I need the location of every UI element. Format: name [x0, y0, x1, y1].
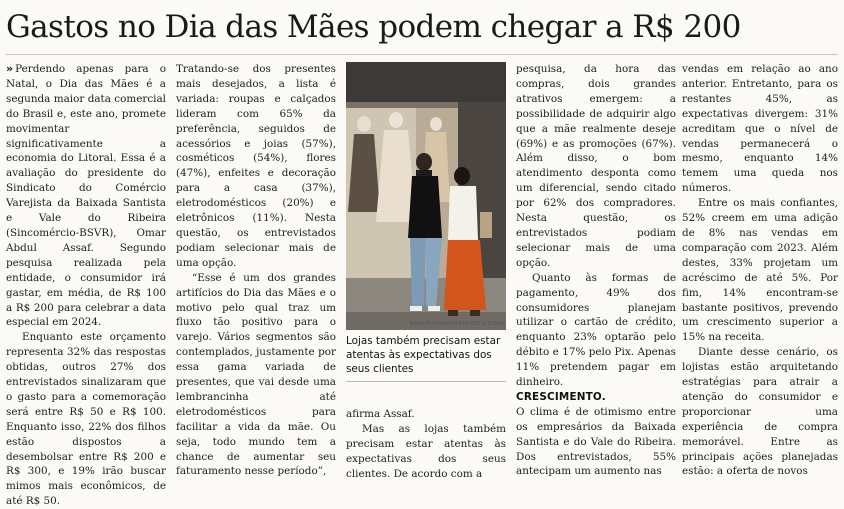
caption-divider — [346, 381, 506, 382]
paragraph-7: O clima é de otimismo entre os empresários da Baixada Santista e do Vale do Ribeira. Dos entrevistados, 55% antecipam um aumento nas — [516, 405, 676, 478]
paragraph-2: Enquanto este orçamento representa 32% das respostas obtidas, outros 27% dos entrevistados sinalizaram que o gasto para a comemoração será entre R$ 50 e R$ 100. Enquanto isso, 22% dos filhos estão dispostos a desembolsar entre R$ 200 e R$ 300, e 19% irão buscar mimos mais econômicos, de até R$ 50. — [6, 331, 166, 508]
paragraph-9: Diante desse cenário, os lojistas estão arquitetando estratégias para atrair a atenção do consumidor e proporcionar uma experiência de compra memorável. Entre as principais ações planejadas estão: a oferta de novos — [682, 346, 838, 478]
paragraph-8: Entre os mais confiantes, 52% creem em uma adição de 8% nas vendas em comparação com 2023. Além destes, 33% projetam um acréscimo de até 5%. Por fim, 14% encontram-se bastante positivos, prevendo um crescimento superior a 15% na receita. — [682, 197, 838, 344]
article-column-2 — [176, 62, 336, 484]
headline-divider — [6, 54, 838, 55]
shoppers-photo-image — [346, 62, 506, 330]
article-photo — [346, 62, 506, 330]
lead-marker-icon: » — [6, 62, 12, 75]
section-heading — [516, 390, 676, 405]
paragraph-4: “Esse é um dos grandes artifícios do Dia das Mães e o motivo pelo qual traz um fluxo tão positivo para o varejo. Vários segmentos são contemplados, justamente por essa gama variada de presentes, que vai desde uma lembrancinha até eletrodomésticos para facilitar a vida da mãe. Ou seja, todo mundo tem a chance de aumentar seu faturamento nesse período”, — [176, 271, 336, 478]
headline: Gastos no Dia das Mães podem chegar a R$ 200 — [6, 9, 741, 45]
paragraph-7: vendas em relação ao ano anterior. Entretanto, para os restantes 45%, as expectativas divergem: 31% acreditam que o nível de vendas permanecerá o mesmo, enquanto 14% temem uma queda nos números. — [682, 63, 838, 195]
paragraph-1: Perdendo apenas para o Natal, o Dia das Mães é a segunda maior data comercial do Brasil e, este ano, promete movimentar significativamente a economia do Litoral. Essa é a avaliação do presidente do Sindicato do Comércio Varejista da Baixada Santista e Vale do Ribeira (Sincomércio-BSVR), Omar Abdul Assaf. Segundo pesquisa realizada pela entidade, o consumidor irá gastar, em média, de R$ 100 a R$ 200 para celebrar a data especial em 2024. — [6, 63, 166, 329]
photo-credit: NAIR BUENO/DIÁRIO DO LITORAL — [409, 321, 506, 327]
paragraph-5: pesquisa, da hora das compras, dois grandes atrativos emergem: a possibilidade de adquirir algo que a mãe realmente deseje (69%) e as promoções (67%). Além disso, o bom atendimento desponta como um diferencial, sendo citado por 62% dos compradores. Nesta questão, os entrevistados podiam selecionar mais de uma opção. — [516, 63, 676, 269]
paragraph-4: afirma Assaf. — [346, 408, 415, 420]
article-column-5 — [682, 62, 838, 484]
section-heading-label: CRESCIMENTO. — [516, 390, 606, 403]
lead-paragraph — [6, 62, 166, 330]
article-column-1 — [6, 62, 166, 508]
photo-caption: Lojas também precisam estar atentas às expectativas dos seus clientes — [346, 335, 501, 375]
article-column-3 — [346, 407, 506, 484]
paragraph-5: Mas as lojas também precisam estar atentas às expectativas dos seus clientes. De acordo com a — [346, 422, 506, 480]
article-column-4 — [516, 62, 676, 484]
paragraph-6: Quanto às formas de pagamento, 49% dos consumidores planejam utilizar o cartão de crédito, enquanto 23% optarão pelo débito e 17% pelo Pix. Apenas 11% pretendem pagar em dinheiro. — [516, 271, 676, 389]
paragraph-3: Tratando-se dos presentes mais desejados, a lista é variada: roupas e calçados lideram com 65% da preferência, seguidos de acessórios e joias (57%), cosméticos (54%), flores (47%), enfeites e decoração para a casa (37%), eletrodomésticos (20%) e eletrônicos (11%). Nesta questão, os entrevistados podiam selecionar mais de uma opção. — [176, 63, 336, 269]
